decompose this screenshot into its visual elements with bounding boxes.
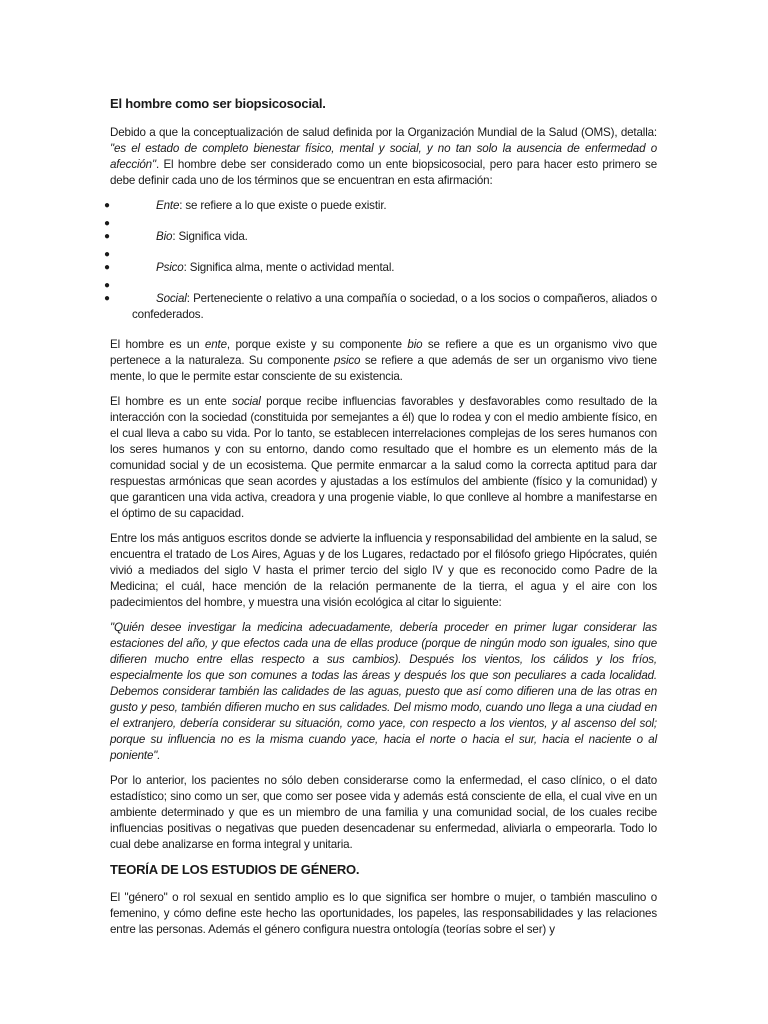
list-item-empty	[104, 218, 657, 229]
paragraph-social	[110, 394, 657, 522]
terms-list	[104, 198, 657, 323]
bullet-icon: ●	[104, 200, 110, 211]
term-definition: : se refiere a lo que existe o puede existir.	[179, 199, 387, 212]
italic-term: bio	[407, 338, 423, 351]
bullet-icon: ●	[104, 218, 110, 229]
bullet-icon: ●	[104, 262, 110, 273]
text-run: El hombre es un ente	[110, 395, 232, 408]
list-item	[104, 229, 657, 245]
document-page	[104, 96, 657, 947]
list-item-empty	[104, 280, 657, 291]
term-bio: Bio	[156, 230, 173, 243]
list-item	[104, 260, 657, 276]
term-ente: Ente	[156, 199, 180, 212]
term-definition: : Significa alma, mente o actividad mental.	[183, 261, 395, 274]
paragraph-pacientes: Por lo anterior, los pacientes no sólo deben considerarse como la enfermedad, el caso clínico, o el dato estadístico; sino como un ser, que como ser posee vida y además está consciente de ella, el cual vive en un ambiente determinado y que es un miembro de una familia y una comunidad social, de los cuales recibe influencias positivas o negativas que pueden desencadenar su enfermedad, aliviarla o empeorarla. Todo lo cual debe analizarse en forma integral y unitaria.	[110, 774, 657, 851]
oms-quote: "es el estado de completo bienestar físico, mental y social, y no tan solo la ausencia de enfermedad o afección"	[110, 142, 657, 171]
list-item	[104, 291, 657, 323]
bullet-icon: ●	[104, 280, 110, 291]
text-run: El hombre es un	[110, 338, 205, 351]
section-heading-genero: TEORÍA DE LOS ESTUDIOS DE GÉNERO.	[110, 862, 360, 877]
hipocrates-quote: "Quién desee investigar la medicina adecuadamente, debería proceder en primer lugar considerar las estaciones del año, y que efectos cada una de ellas produce (porque de ningún modo son iguales, sino que difieren mucho entre ellas respecto a sus cambios). Después los vientos, los cálidos y los fríos, especialmente los que son comunes a todas las áreas y después los que son peculiares a cada localidad. Debemos considerar también las calidades de las aguas, puesto que así como difieren una de las otras en gusto y peso, también difieren mucho en sus calidades. Del mismo modo, cuando uno llega a una ciudad en el extranjero, debería considerar su situación, como yace, con respecto a los vientos, y al ascenso del sol; porque su influencia no es la misma cuando yace, hacia el norte o hacia el sur, hacia el naciente o al poniente".	[110, 621, 657, 762]
bullet-icon: ●	[104, 293, 110, 304]
text-run: , porque existe y su componente	[226, 338, 408, 351]
intro-text-2: . El hombre debe ser considerado como un ente biopsicosocial, pero para hacer esto primero se debe definir cada uno de los términos que se encuentran en esta afirmación:	[110, 158, 657, 187]
italic-term: ente	[204, 338, 227, 351]
intro-paragraph	[110, 125, 657, 189]
paragraph-ente	[110, 337, 657, 385]
list-item-empty	[104, 249, 657, 260]
text-run: porque recibe influencias favorables y desfavorables como resultado de la interacción con la sociedad (constituida por semejantes a él) que lo rodea y con el medio ambiente físico, en el cual lleva a cabo su vida. Por lo tanto, se establecen interrelaciones complejas de los seres humanos con los seres humanos y con su entorno, dando como resultado que el hombre es un elemento más de la comunidad social y de un ecosistema. Que permite enmarcar a la salud como la correcta aptitud para dar respuestas armónicas que sean acordes y ajustadas a los estímulos del ambiente (físico y la comunidad) y que garanticen una vida activa, creadora y una progenie viable, lo que conlleve al hombre a manifestarse en el óptimo de su capacidad.	[110, 395, 657, 520]
bullet-icon: ●	[104, 249, 110, 260]
text-run: se refiere a que además de ser un organismo vivo tiene mente, lo que le permite estar consciente de su existencia.	[110, 354, 657, 383]
italic-term: psico	[334, 354, 361, 367]
text-run: se refiere a que es un organismo vivo que pertenece a la naturaleza. Su componente	[110, 338, 657, 367]
list-item	[104, 198, 657, 214]
term-definition: : Perteneciente o relativo a una compañía o sociedad, o a los socios o compañeros, aliados o confederados.	[132, 292, 657, 321]
paragraph-hipocrates: Entre los más antiguos escritos donde se advierte la influencia y responsabilidad del ambiente en la salud, se encuentra el tratado de Los Aires, Aguas y de los Lugares, redactado por el filósofo griego Hipócrates, quién vivió a mediados del siglo V hasta el primer tercio del siglo IV y que es reconocido como Padre de la Medicina; el cuál, hace mención de la relación permanente de la tierra, el agua y el aire con los padecimientos del hombre, y muestra una visión ecológica al citar lo siguiente:	[110, 532, 657, 609]
term-psico: Psico	[156, 261, 184, 274]
paragraph-genero: El "género" o rol sexual en sentido amplio es lo que significa ser hombre o mujer, o también masculino o femenino, y cómo define este hecho las oportunidades, los papeles, las responsabilidades y las relaciones entre las personas. Además el género configura nuestra ontología (teorías sobre el ser) y	[110, 891, 657, 936]
intro-text-1: Debido a que la conceptualización de salud definida por la Organización Mundial de la Salud (OMS), detalla:	[110, 126, 657, 139]
term-definition: : Significa vida.	[172, 230, 248, 243]
document-title: El hombre como ser biopsicosocial.	[110, 96, 326, 111]
term-social: Social	[156, 292, 187, 305]
bullet-icon: ●	[104, 231, 110, 242]
italic-term: social	[231, 395, 261, 408]
